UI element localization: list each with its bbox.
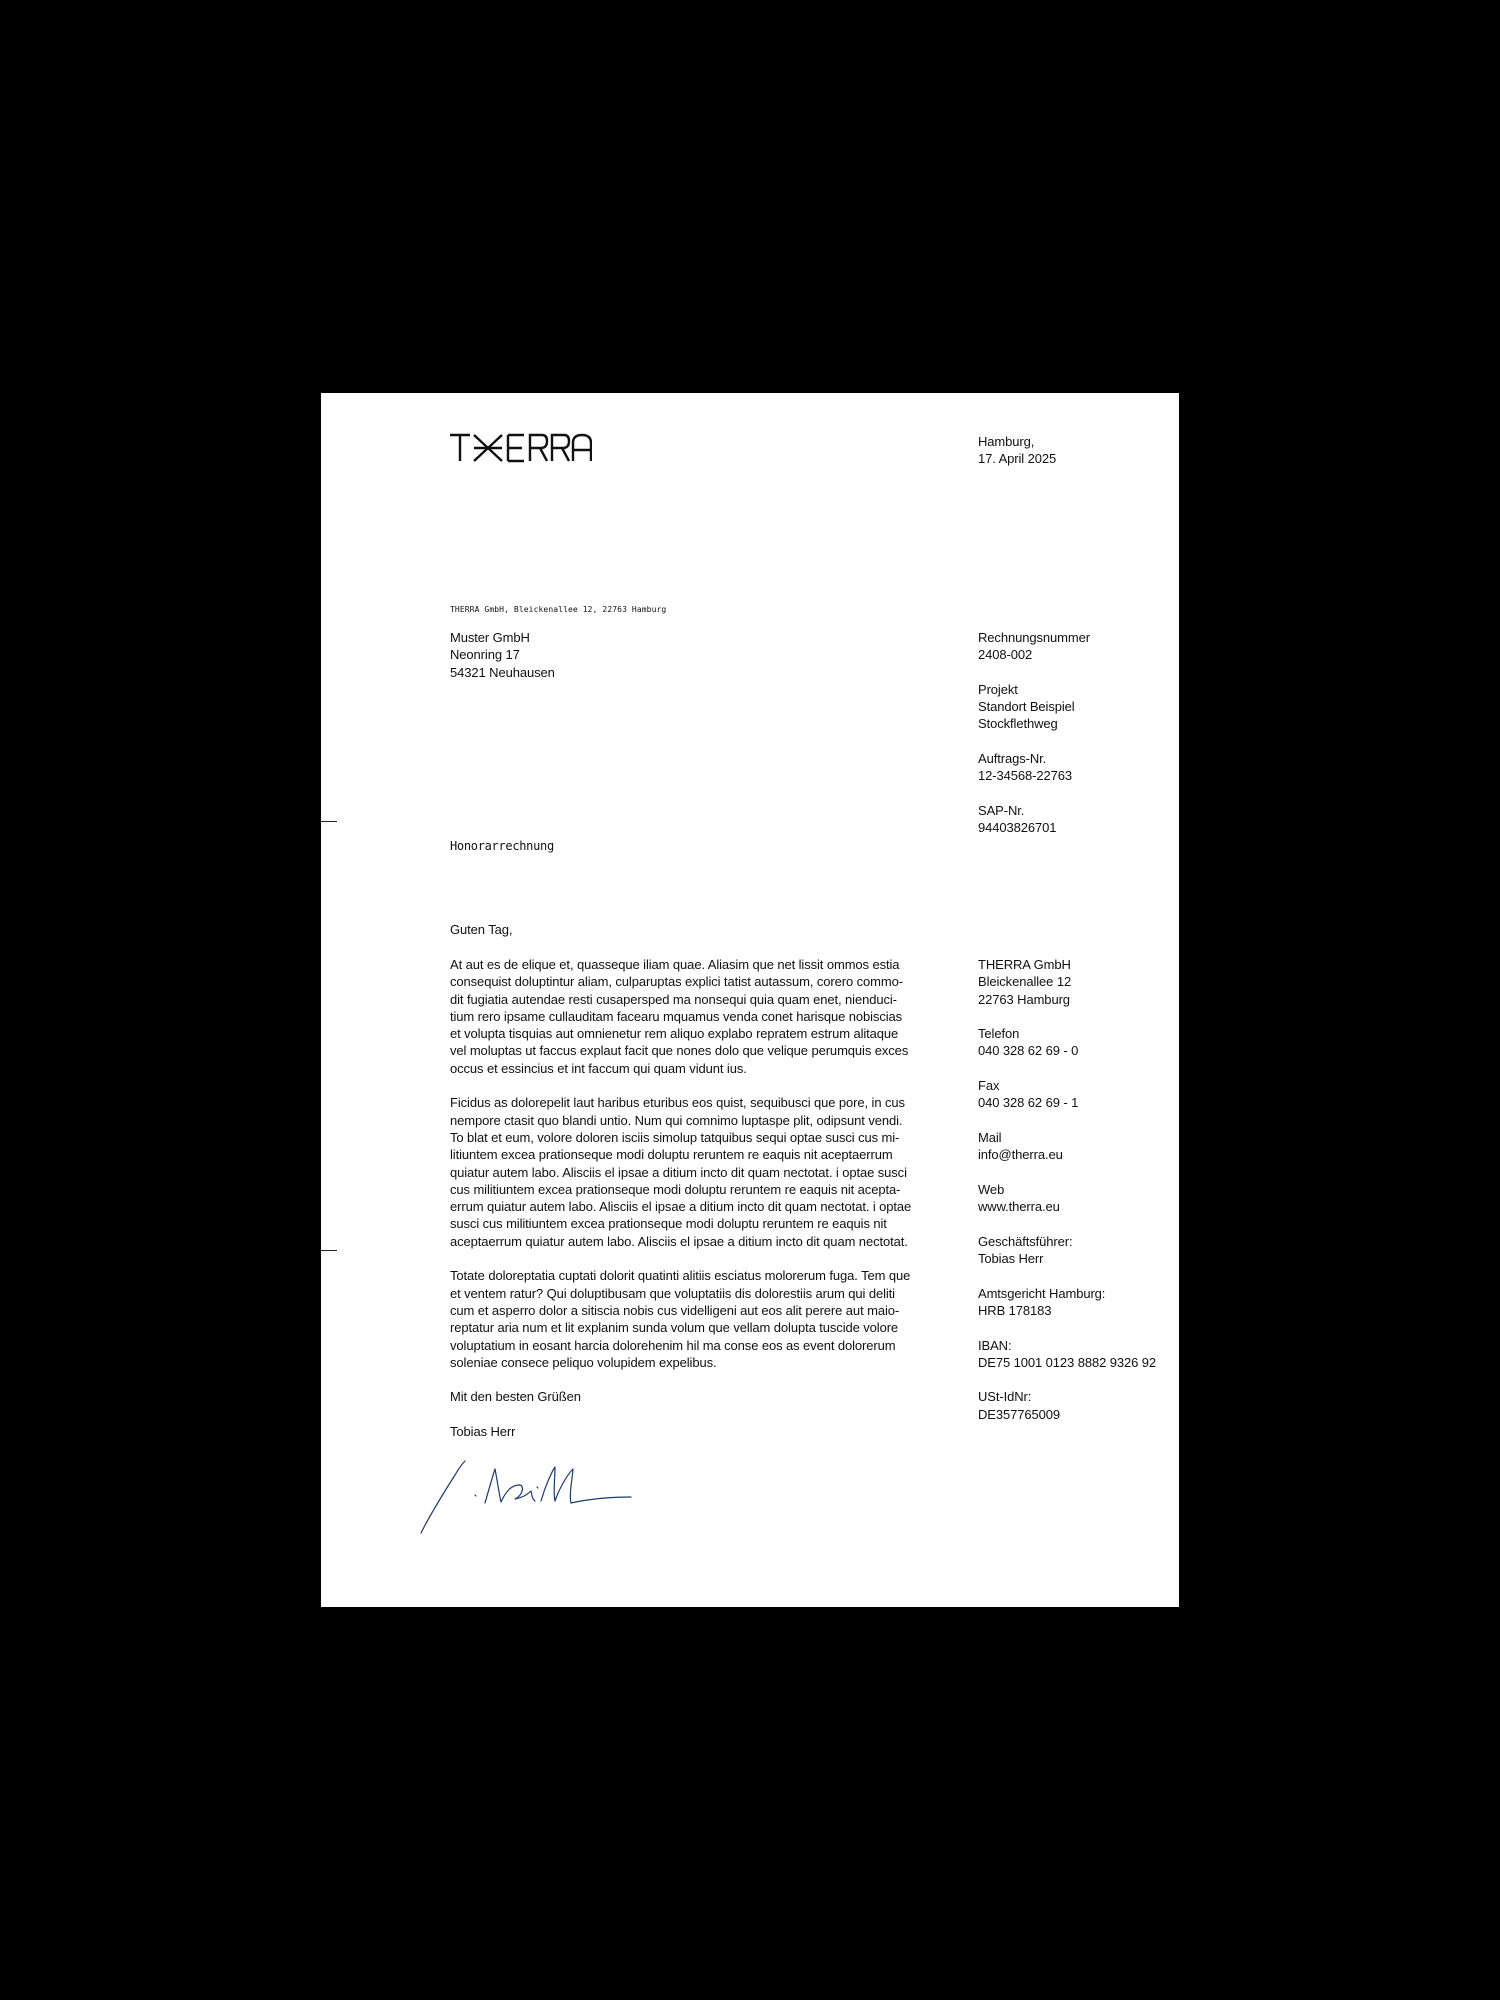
meta-label: Projekt: [978, 681, 1018, 697]
paragraph-1: [450, 956, 930, 1077]
closing: Mit den besten Grüßen: [450, 1389, 581, 1405]
letter-body: [450, 956, 930, 1440]
date-value: 17. April 2025: [978, 451, 1057, 467]
info-label: THERRA GmbH: [978, 957, 1071, 972]
info-value: www.therra.eu: [978, 1199, 1060, 1215]
date-place: Hamburg,: [978, 434, 1035, 449]
info-fax: [978, 1077, 1156, 1112]
meta-label: SAP-Nr.: [978, 802, 1025, 818]
body-line: nempore ctasit quo blandi untio. Num qui comnimo luptaspe plit, odipsunt vendi.: [450, 1112, 903, 1128]
recipient-address: [450, 629, 555, 681]
info-label: Web: [978, 1181, 1005, 1197]
sender-address-line: THERRA GmbH, Bleickenallee 12, 22763 Hamburg: [450, 605, 667, 614]
recipient-line: Neonring 17: [450, 647, 520, 663]
info-mail: [978, 1129, 1156, 1164]
body-line: Ficidus as dolorepelit laut haribus eturibus eos quist, sequibusci que pore, in cus: [450, 1095, 905, 1111]
meta-value: 12-34568-22763: [978, 768, 1073, 784]
paragraph-2: [450, 1094, 930, 1250]
body-line: consequist doluptintur aliam, culparuptas explici tatist autassum, corero commo-: [450, 974, 903, 990]
info-iban: [978, 1337, 1156, 1372]
info-value: DE75 1001 0123 8882 9326 92: [978, 1354, 1157, 1370]
body-line: voluptatium in eosant harcia dolorehenim hil ma conse eos as event dolorerum: [450, 1337, 896, 1353]
therra-logo: [450, 433, 592, 463]
body-line: cus militiuntem excea prationseque modi doluptu reruntem re eaquis nit acepta-: [450, 1181, 901, 1197]
letter-subject: Honorarrechnung: [450, 839, 554, 853]
body-line: et ventem ratur? Qui doluptibusam que voluptatiis dis dolorestiis arum qui deliti: [450, 1285, 895, 1301]
info-value: 040 328 62 69 - 0: [978, 1043, 1079, 1059]
body-line: et volupta tisquias aut omnienetur rem aliquo explabo repratem estrum alitaque: [450, 1026, 899, 1042]
meta-label: Rechnungsnummer: [978, 630, 1090, 645]
body-line: quiatur autem labo. Alisciis el ipsae a ditium incto dit quam nectotat. i optae susci: [450, 1164, 907, 1180]
body-line: soleniae consece peliquo volupidem expelibus.: [450, 1354, 717, 1370]
date-block: [978, 433, 1056, 468]
signature-icon: [419, 1455, 634, 1535]
meta-order-number: [978, 750, 1090, 785]
company-info: [978, 956, 1156, 1440]
meta-invoice-number: [978, 629, 1090, 664]
body-line: vel moluptas ut faccus explaut facit que nones dolo que velique perumquis exces: [450, 1043, 909, 1059]
info-value: Tobias Herr: [978, 1251, 1044, 1267]
fold-mark-bottom: [321, 1250, 337, 1251]
recipient-line: Muster GmbH: [450, 630, 530, 645]
body-line: At aut es de elique et, quasseque iliam quae. Aliasim que net lissit ommos estia: [450, 957, 900, 972]
info-phone: [978, 1025, 1156, 1060]
meta-value: 2408-002: [978, 647, 1033, 663]
info-value: 040 328 62 69 - 1: [978, 1095, 1079, 1111]
info-vat-id: [978, 1388, 1156, 1423]
info-value: HRB 178183: [978, 1302, 1052, 1318]
body-line: susci cus militiuntem excea prationseque modi doluptu reruntem re eaquis nit: [450, 1216, 887, 1232]
paragraph-3: [450, 1267, 930, 1371]
body-line: To blat et eum, volore doloren isciis simolup tatquibus sequi optae susci cus mi-: [450, 1129, 900, 1145]
info-label: Amtsgericht Hamburg:: [978, 1285, 1106, 1301]
info-value: 22763 Hamburg: [978, 991, 1070, 1007]
body-line: occus et essincius et int faccum qui quam vidunt ius.: [450, 1060, 747, 1076]
info-court: [978, 1285, 1156, 1320]
info-label: Fax: [978, 1078, 1000, 1094]
fold-mark-top: [321, 821, 337, 822]
signer-name: Tobias Herr: [450, 1424, 516, 1440]
greeting: Guten Tag,: [450, 922, 513, 937]
invoice-meta: [978, 629, 1090, 854]
info-label: Geschäftsführer:: [978, 1233, 1073, 1249]
letter-page: [321, 393, 1179, 1607]
body-line: litiuntem excea prationseque modi doluptu reruntem re eaquis nit aceptaerrum: [450, 1147, 893, 1163]
meta-value: Standort Beispiel: [978, 699, 1075, 715]
info-value: info@therra.eu: [978, 1147, 1063, 1163]
info-label: IBAN:: [978, 1337, 1012, 1353]
meta-value: Stockflethweg: [978, 716, 1058, 732]
body-line: Totate doloreptatia cuptati dolorit quatinti alitiis esciatus molorerum fuga. Tem que: [450, 1268, 911, 1284]
meta-label: Auftrags-Nr.: [978, 751, 1047, 767]
body-line: tium rero ipsame cullauditam facearu mquamus venda conet harisque nobiscias: [450, 1008, 903, 1024]
body-line: reptatur aria num et lit explanim sunda volum que vellam dolupta tuscide volore: [450, 1320, 899, 1336]
body-line: cum et asperro dolor a sitiscia nobis cus videlligeni aut eos alit perere aut maio-: [450, 1302, 900, 1318]
info-label: Mail: [978, 1129, 1002, 1145]
info-company: [978, 956, 1156, 1008]
meta-sap-number: [978, 802, 1090, 837]
info-web: [978, 1181, 1156, 1216]
recipient-line: 54321 Neuhausen: [450, 664, 555, 680]
meta-project: [978, 681, 1090, 733]
body-line: dit fugiatia autendae resti cusapersped ma nonsequi quia quam enet, nienduci-: [450, 991, 897, 1007]
handwritten-signature: [419, 1455, 634, 1535]
body-line: errum quiatur autem labo. Alisciis el ipsae a ditium incto dit quam nectotat. i optae: [450, 1199, 912, 1215]
info-label: USt-IdNr:: [978, 1389, 1032, 1405]
body-line: aceptaerrum quiatur autem labo. Alisciis el ipsae a ditium incto dit quam nectotat.: [450, 1233, 908, 1249]
meta-value: 94403826701: [978, 820, 1057, 836]
logo-wordmark-icon: [450, 433, 592, 463]
info-label: Telefon: [978, 1026, 1020, 1042]
info-value: Bleickenallee 12: [978, 974, 1072, 990]
info-managing-director: [978, 1233, 1156, 1268]
info-value: DE357765009: [978, 1406, 1061, 1422]
